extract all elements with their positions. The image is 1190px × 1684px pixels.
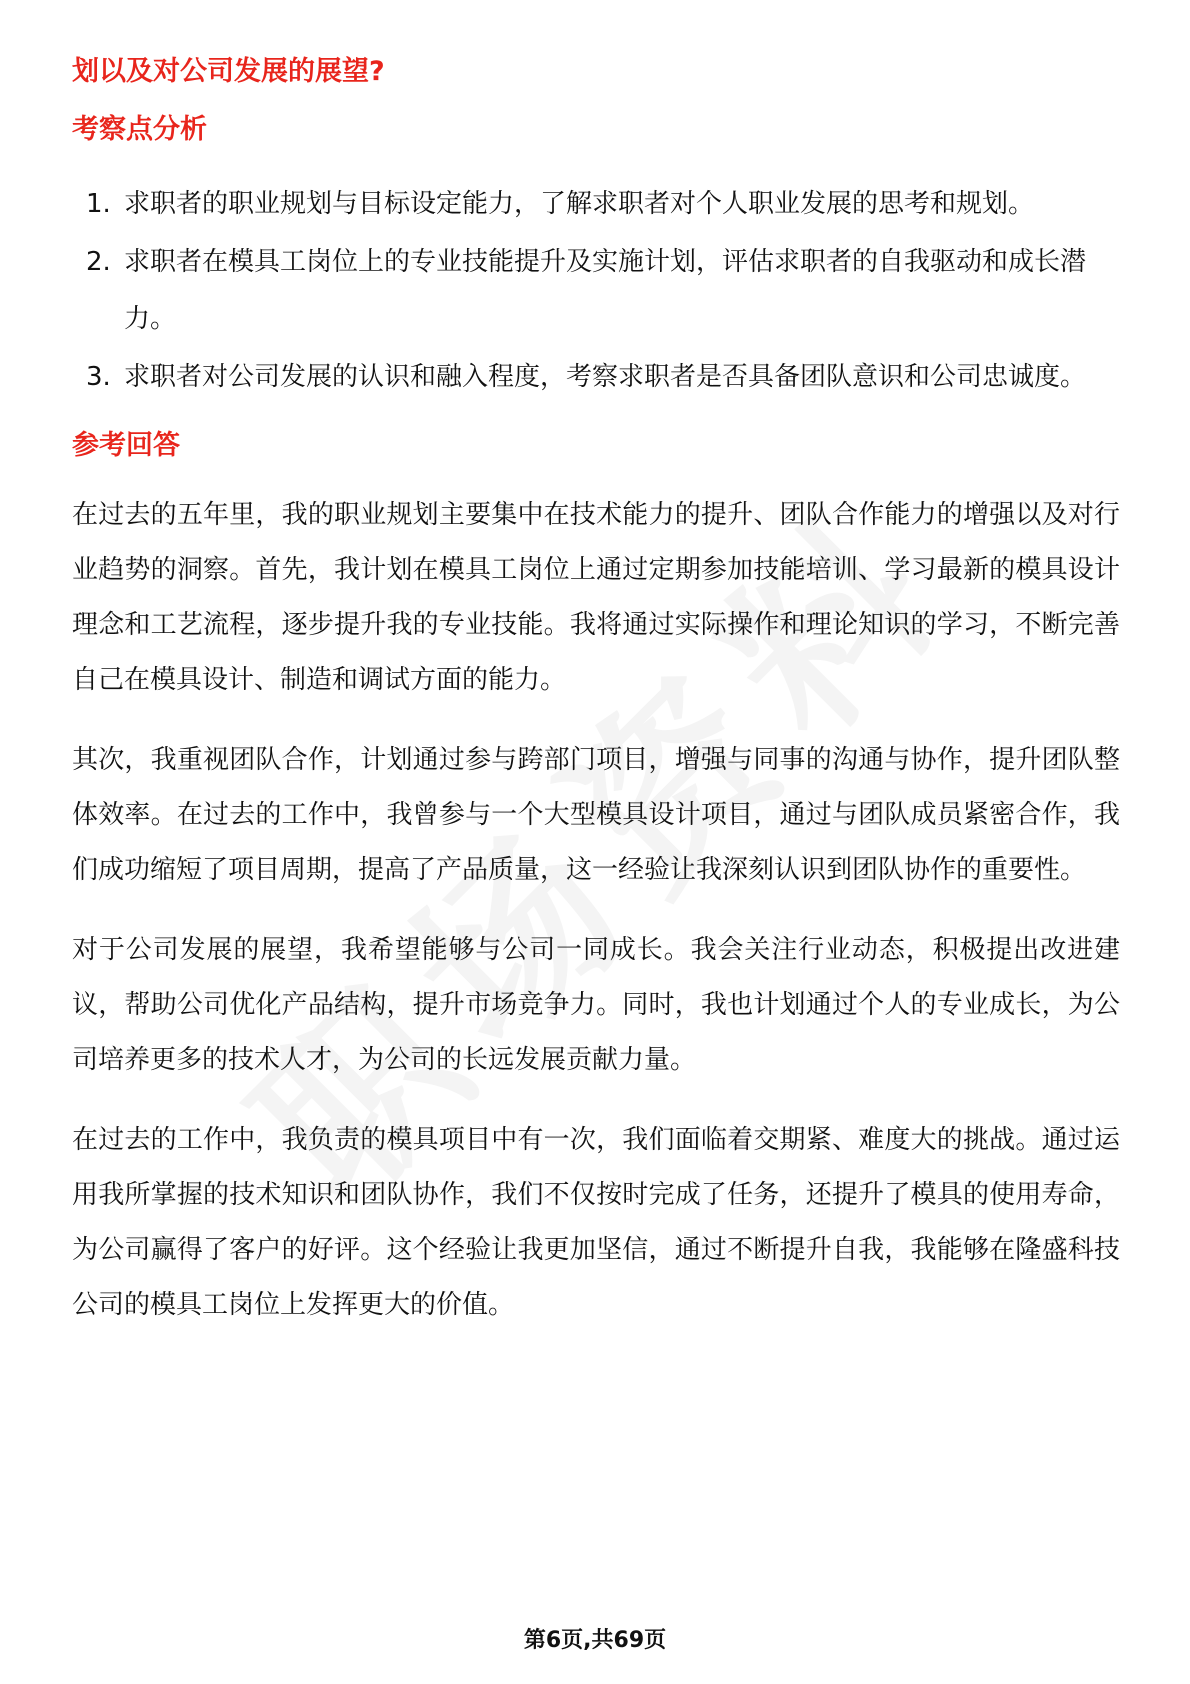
list-item-text: 求职者的职业规划与目标设定能力，了解求职者对个人职业发展的思考和规划。 — [124, 189, 1035, 219]
list-item — [72, 349, 1120, 406]
page-number: 第6页,共69页 — [523, 1628, 667, 1653]
list-item-number: 2. — [86, 247, 111, 277]
analysis-heading: 考察点分析 — [72, 114, 207, 145]
list-item-number: 3. — [86, 362, 111, 392]
answer-paragraph: 在过去的工作中，我负责的模具项目中有一次，我们面临着交期紧、难度大的挑战。通过运用我所掌握的技术知识和团队协作，我们不仅按时完成了任务，还提升了模具的使用寿命，为公司赢得了客户的好评。这个经验让我更加坚信，通过不断提升自我，我能够在隆盛科技公司的模具工岗位上发挥更大的价值。 — [72, 1125, 1120, 1320]
list-item — [72, 176, 1120, 233]
question-title: 划以及对公司发展的展望? — [72, 56, 385, 87]
list-item — [72, 234, 1120, 348]
answer-paragraph: 对于公司发展的展望，我希望能够与公司一同成长。我会关注行业动态，积极提出改进建议，帮助公司优化产品结构，提升市场竞争力。同时，我也计划通过个人的专业成长，为公司培养更多的技术人才，为公司的长远发展贡献力量。 — [72, 935, 1120, 1075]
answer-paragraph: 其次，我重视团队合作，计划通过参与跨部门项目，增强与同事的沟通与协作，提升团队整体效率。在过去的工作中，我曾参与一个大型模具设计项目，通过与团队成员紧密合作，我们成功缩短了项目周期，提高了产品质量，这一经验让我深刻认识到团队协作的重要性。 — [72, 745, 1120, 885]
analysis-points-list — [72, 176, 1120, 406]
list-item-text: 求职者在模具工岗位上的专业技能提升及实施计划，评估求职者的自我驱动和成长潜力。 — [124, 247, 1087, 334]
list-item-text: 求职者对公司发展的认识和融入程度，考察求职者是否具备团队意识和公司忠诚度。 — [124, 362, 1087, 392]
answer-paragraph: 在过去的五年里，我的职业规划主要集中在技术能力的提升、团队合作能力的增强以及对行业趋势的洞察。首先，我计划在模具工岗位上通过定期参加技能培训、学习最新的模具设计理念和工艺流程，逐步提升我的专业技能。我将通过实际操作和理论知识的学习，不断完善自己在模具设计、制造和调试方面的能力。 — [72, 500, 1120, 695]
answer-heading: 参考回答 — [72, 430, 180, 461]
document-content — [72, 52, 1120, 1333]
list-item-number: 1. — [86, 189, 111, 219]
